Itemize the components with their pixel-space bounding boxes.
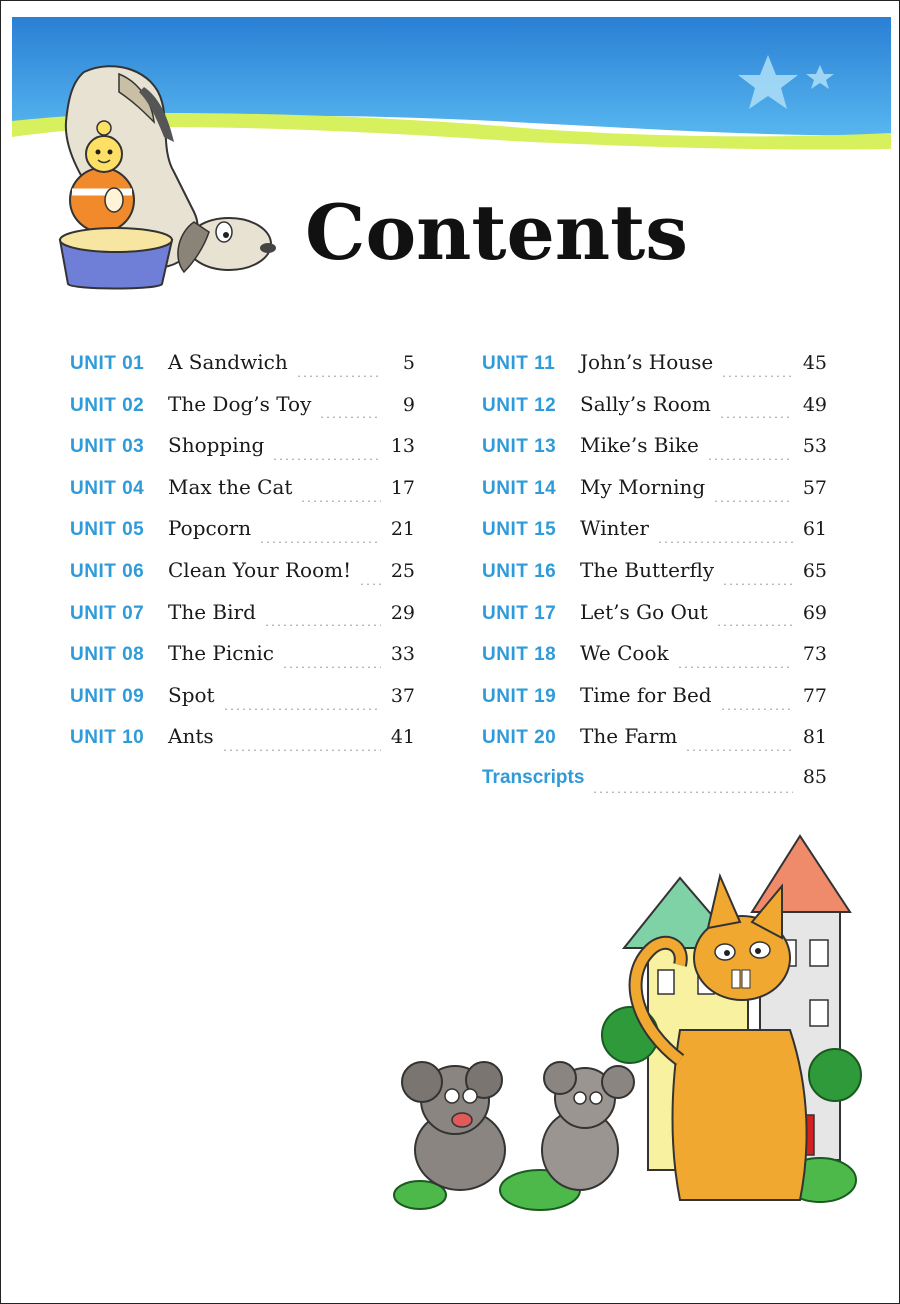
- page-number: 45: [802, 352, 827, 374]
- dot-leader: [300, 500, 381, 502]
- unit-number: UNIT 11: [482, 353, 556, 374]
- toc-row[interactable]: [482, 724, 827, 766]
- toc-row[interactable]: [70, 641, 415, 683]
- dot-leader: [685, 749, 793, 751]
- toc-row[interactable]: [482, 350, 827, 392]
- unit-number: UNIT 10: [70, 727, 145, 749]
- dot-leader: [264, 624, 381, 626]
- page-number: 69: [802, 601, 827, 624]
- transcripts-label: Transcripts: [482, 766, 585, 788]
- unit-title: John’s House: [580, 350, 714, 374]
- toc-row[interactable]: [70, 600, 415, 642]
- toc-row[interactable]: [482, 641, 827, 683]
- dot-leader: [359, 583, 381, 585]
- unit-number: UNIT 05: [70, 519, 145, 541]
- unit-title: The Butterfly: [580, 557, 715, 582]
- unit-title: The Bird: [168, 599, 256, 624]
- page-number: 49: [802, 393, 827, 416]
- page-number: 81: [802, 726, 827, 749]
- unit-title: Ants: [168, 724, 214, 749]
- unit-number: UNIT 07: [70, 602, 145, 624]
- toc-row-transcripts[interactable]: [482, 766, 827, 808]
- page-number: 57: [802, 476, 827, 499]
- unit-number: UNIT 08: [70, 644, 145, 666]
- unit-title: Sally’s Room: [580, 391, 711, 416]
- dot-leader: [222, 749, 381, 751]
- page-number: 33: [390, 643, 415, 666]
- toc-row[interactable]: [70, 516, 415, 558]
- unit-number: UNIT 03: [70, 436, 145, 458]
- unit-number: UNIT 14: [482, 477, 557, 499]
- page-number: 53: [802, 435, 827, 458]
- unit-title: Spot: [168, 682, 215, 707]
- unit-title: Winter: [580, 516, 649, 541]
- unit-number: UNIT 09: [70, 685, 145, 707]
- page-number: 37: [390, 684, 415, 707]
- toc-row[interactable]: [482, 683, 827, 725]
- unit-title: A Sandwich: [168, 350, 288, 374]
- unit-title: Let’s Go Out: [580, 599, 708, 624]
- unit-number: UNIT 19: [482, 685, 557, 707]
- dot-leader: [722, 583, 793, 585]
- unit-title: Clean Your Room!: [168, 557, 352, 582]
- toc-row[interactable]: [482, 475, 827, 517]
- toc-row[interactable]: [482, 600, 827, 642]
- unit-number: UNIT 04: [70, 477, 145, 499]
- unit-number: UNIT 13: [482, 436, 557, 458]
- unit-number: UNIT 01: [70, 353, 145, 374]
- page-number: 41: [390, 726, 415, 749]
- mouse-illustration: [542, 1062, 634, 1190]
- toc-row[interactable]: [482, 392, 827, 434]
- page-number: 17: [390, 476, 415, 499]
- dot-leader: [223, 708, 381, 710]
- dot-leader: [707, 458, 793, 460]
- dot-leader: [721, 375, 793, 377]
- toc-left-column: [70, 350, 415, 766]
- toc-row[interactable]: [482, 516, 827, 558]
- page-number: 61: [802, 518, 827, 541]
- dot-leader: [259, 541, 381, 543]
- unit-number: UNIT 02: [70, 394, 145, 416]
- dot-leader: [282, 666, 381, 668]
- dot-leader: [720, 708, 793, 710]
- dot-leader: [677, 666, 793, 668]
- unit-title: The Picnic: [168, 641, 274, 666]
- page-number: 29: [390, 601, 415, 624]
- dot-leader: [719, 416, 793, 418]
- page-number: 9: [402, 393, 415, 416]
- page-number: 85: [802, 765, 827, 788]
- page-title: Contents: [305, 188, 689, 277]
- toc-row[interactable]: [70, 683, 415, 725]
- mouse-illustration: [402, 1062, 505, 1190]
- toc-right-column: [482, 350, 827, 808]
- dot-leader: [716, 624, 793, 626]
- toc-row[interactable]: [70, 392, 415, 434]
- toc-row[interactable]: [70, 433, 415, 475]
- page-number: 5: [402, 352, 415, 374]
- dot-leader: [713, 500, 793, 502]
- unit-number: UNIT 15: [482, 519, 557, 541]
- unit-title: Popcorn: [168, 516, 252, 541]
- scene-illustration: [380, 830, 870, 1224]
- toc-row[interactable]: [482, 433, 827, 475]
- unit-number: UNIT 18: [482, 644, 557, 666]
- page-number: 65: [802, 559, 827, 582]
- dot-leader: [296, 375, 381, 377]
- unit-title: We Cook: [580, 641, 669, 666]
- dot-leader: [319, 416, 381, 418]
- toc-row[interactable]: [70, 350, 415, 392]
- unit-title: Shopping: [168, 433, 265, 458]
- unit-number: UNIT 12: [482, 394, 557, 416]
- dot-leader: [657, 541, 793, 543]
- toc-row[interactable]: [70, 475, 415, 517]
- toc-row[interactable]: [70, 558, 415, 600]
- dog-illustration: [44, 62, 284, 301]
- toc-row[interactable]: [482, 558, 827, 600]
- toc-row[interactable]: [70, 724, 415, 766]
- unit-number: UNIT 16: [482, 560, 557, 582]
- page-number: 77: [802, 684, 827, 707]
- unit-title: My Morning: [580, 474, 706, 499]
- unit-title: Max the Cat: [168, 474, 293, 499]
- page-number: 21: [390, 518, 415, 541]
- page-number: 73: [802, 643, 827, 666]
- unit-number: UNIT 17: [482, 602, 557, 624]
- unit-title: The Dog’s Toy: [168, 391, 312, 416]
- unit-title: The Farm: [580, 724, 678, 749]
- page-number: 13: [390, 435, 415, 458]
- unit-title: Time for Bed: [580, 682, 712, 707]
- page-number: 25: [390, 559, 415, 582]
- dot-leader: [592, 791, 793, 793]
- unit-number: UNIT 06: [70, 560, 145, 582]
- dot-leader: [272, 458, 381, 460]
- unit-title: Mike’s Bike: [580, 433, 699, 458]
- unit-number: UNIT 20: [482, 727, 557, 749]
